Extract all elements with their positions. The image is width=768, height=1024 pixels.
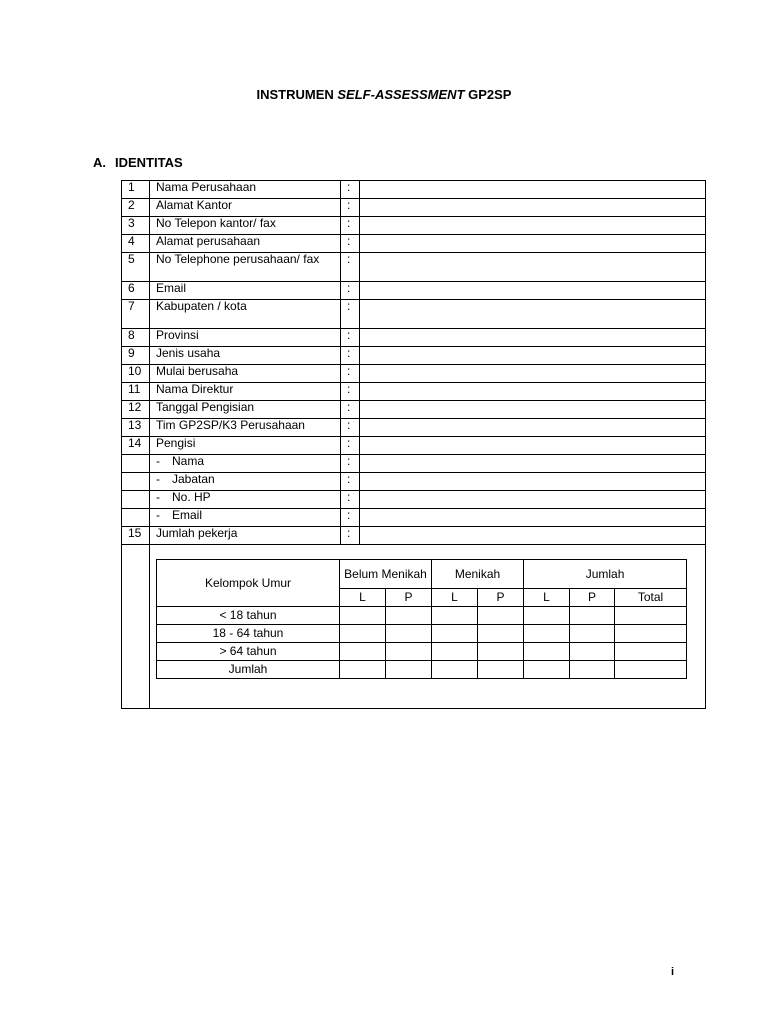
answer-field-tim-gp2sp[interactable]	[360, 419, 706, 437]
input-cell[interactable]	[386, 607, 432, 625]
section-heading	[93, 155, 183, 170]
input-cell[interactable]	[432, 661, 478, 679]
table-row	[122, 545, 706, 709]
row-colon: :	[341, 181, 360, 199]
input-cell[interactable]	[524, 625, 570, 643]
table-row	[122, 300, 706, 329]
row-colon: :	[341, 217, 360, 235]
section-label: IDENTITAS	[115, 155, 183, 170]
input-cell[interactable]	[478, 661, 524, 679]
row-label: Mulai berusaha	[150, 365, 341, 383]
input-cell[interactable]	[478, 607, 524, 625]
row-label: No Telepon kantor/ fax	[150, 217, 341, 235]
pengisi-label: Email	[172, 508, 203, 522]
answer-field-alamat-perusahaan[interactable]	[360, 235, 706, 253]
title-prefix: INSTRUMEN	[256, 87, 338, 102]
row-label: Nama Perusahaan	[150, 181, 341, 199]
table-row	[122, 527, 706, 545]
title-italic: SELF-ASSESSMENT	[337, 87, 465, 102]
header-jumlah: Jumlah	[524, 560, 687, 589]
input-cell[interactable]	[570, 643, 615, 661]
input-cell[interactable]	[386, 661, 432, 679]
row-number: 1	[122, 181, 150, 199]
table-row	[122, 217, 706, 235]
table-row	[157, 607, 687, 625]
row-number: 10	[122, 365, 150, 383]
answer-field-jumlah-pekerja[interactable]	[360, 527, 706, 545]
title-suffix: GP2SP	[464, 87, 512, 102]
input-cell[interactable]	[432, 625, 478, 643]
input-cell[interactable]	[524, 661, 570, 679]
document-title	[0, 87, 768, 102]
answer-field-nama-perusahaan[interactable]	[360, 181, 706, 199]
table-row	[122, 181, 706, 199]
input-cell[interactable]	[615, 625, 687, 643]
table-row	[122, 383, 706, 401]
row-colon: :	[341, 365, 360, 383]
table-row	[122, 347, 706, 365]
table-row	[122, 455, 706, 473]
table-row	[157, 643, 687, 661]
answer-field-tanggal-pengisian[interactable]	[360, 401, 706, 419]
list-dash: -	[156, 490, 160, 504]
input-cell[interactable]	[340, 661, 386, 679]
row-colon: :	[341, 383, 360, 401]
row-colon: :	[341, 419, 360, 437]
list-dash: -	[156, 472, 160, 486]
age-group-label: Jumlah	[157, 661, 340, 679]
row-label: Tim GP2SP/K3 Perusahaan	[150, 419, 341, 437]
table-row	[122, 235, 706, 253]
table-row	[122, 253, 706, 282]
table-row	[157, 661, 687, 679]
pengisi-label: Jabatan	[172, 472, 215, 486]
sub-header-l: L	[340, 589, 386, 607]
answer-field-pengisi[interactable]	[360, 437, 706, 455]
table-row	[122, 401, 706, 419]
row-number: 4	[122, 235, 150, 253]
pengisi-label: No. HP	[172, 490, 211, 504]
row-colon: :	[341, 329, 360, 347]
row-number: 8	[122, 329, 150, 347]
answer-field-telephone-perusahaan[interactable]	[360, 253, 706, 282]
list-dash: -	[156, 454, 160, 468]
sub-header-l: L	[524, 589, 570, 607]
table-row	[122, 473, 706, 491]
row-label: Nama Direktur	[150, 383, 341, 401]
header-menikah: Menikah	[432, 560, 524, 589]
pengisi-label: Nama	[172, 454, 205, 468]
input-cell[interactable]	[478, 643, 524, 661]
input-cell[interactable]	[340, 607, 386, 625]
row-colon: :	[341, 253, 360, 282]
row-label: Tanggal Pengisian	[150, 401, 341, 419]
row-label: Jenis usaha	[150, 347, 341, 365]
input-cell[interactable]	[340, 625, 386, 643]
row-label: Alamat Kantor	[150, 199, 341, 217]
row-label: Kabupaten / kota	[150, 300, 341, 329]
input-cell[interactable]	[432, 643, 478, 661]
table-row	[122, 282, 706, 300]
input-cell[interactable]	[432, 607, 478, 625]
row-colon: :	[341, 473, 360, 491]
age-group-label: 18 - 64 tahun	[157, 625, 340, 643]
input-cell[interactable]	[570, 607, 615, 625]
row-label: Provinsi	[150, 329, 341, 347]
sub-header-total: Total	[615, 589, 687, 607]
answer-field-alamat-kantor[interactable]	[360, 199, 706, 217]
answer-field-pengisi-email[interactable]	[360, 509, 706, 527]
row-colon: :	[341, 235, 360, 253]
table-row	[122, 365, 706, 383]
table-row	[157, 625, 687, 643]
row-number: 7	[122, 300, 150, 329]
pengisi-subrow-label	[150, 473, 341, 491]
workers-table	[156, 559, 687, 679]
row-number: 15	[122, 527, 150, 545]
row-label: Jumlah pekerja	[150, 527, 341, 545]
answer-field-pengisi-nama[interactable]	[360, 455, 706, 473]
row-number: 2	[122, 199, 150, 217]
header-kelompok-umur: Kelompok Umur	[157, 560, 340, 607]
row-colon: :	[341, 347, 360, 365]
answer-field-telepon-kantor[interactable]	[360, 217, 706, 235]
row-colon: :	[341, 527, 360, 545]
sub-header-l: L	[432, 589, 478, 607]
table-row	[122, 509, 706, 527]
table-row	[122, 437, 706, 455]
row-colon: :	[341, 437, 360, 455]
input-cell[interactable]	[615, 661, 687, 679]
row-number: 9	[122, 347, 150, 365]
row-colon: :	[341, 300, 360, 329]
row-label: Email	[150, 282, 341, 300]
answer-field-kabupaten-kota[interactable]	[360, 300, 706, 329]
row-number: 6	[122, 282, 150, 300]
answer-field-pengisi-jabatan[interactable]	[360, 473, 706, 491]
pengisi-subrow-label	[150, 509, 341, 527]
input-cell[interactable]	[570, 661, 615, 679]
row-label: No Telephone perusahaan/ fax	[150, 253, 341, 282]
row-colon: :	[341, 509, 360, 527]
identity-table	[121, 180, 706, 709]
answer-field-mulai-berusaha[interactable]	[360, 365, 706, 383]
input-cell[interactable]	[386, 625, 432, 643]
header-belum-menikah: Belum Menikah	[340, 560, 432, 589]
age-group-label: < 18 tahun	[157, 607, 340, 625]
input-cell[interactable]	[478, 625, 524, 643]
answer-field-nama-direktur[interactable]	[360, 383, 706, 401]
answer-field-email[interactable]	[360, 282, 706, 300]
pengisi-subrow-label	[150, 455, 341, 473]
table-row	[122, 199, 706, 217]
answer-field-pengisi-hp[interactable]	[360, 491, 706, 509]
table-row	[157, 560, 687, 589]
row-number: 5	[122, 253, 150, 282]
sub-header-p: P	[570, 589, 615, 607]
row-label: Pengisi	[150, 437, 341, 455]
sub-header-p: P	[386, 589, 432, 607]
row-number: 12	[122, 401, 150, 419]
answer-field-jenis-usaha[interactable]	[360, 347, 706, 365]
input-cell[interactable]	[386, 643, 432, 661]
input-cell[interactable]	[570, 625, 615, 643]
row-number: 13	[122, 419, 150, 437]
page-number: i	[671, 966, 675, 978]
input-cell[interactable]	[340, 643, 386, 661]
sub-header-p: P	[478, 589, 524, 607]
input-cell[interactable]	[615, 607, 687, 625]
section-number: A.	[93, 155, 106, 170]
row-number: 14	[122, 437, 150, 455]
row-colon: :	[341, 491, 360, 509]
input-cell[interactable]	[524, 607, 570, 625]
row-number: 3	[122, 217, 150, 235]
age-group-label: > 64 tahun	[157, 643, 340, 661]
row-colon: :	[341, 282, 360, 300]
input-cell[interactable]	[524, 643, 570, 661]
table-row	[122, 419, 706, 437]
input-cell[interactable]	[615, 643, 687, 661]
list-dash: -	[156, 508, 160, 522]
row-label: Alamat perusahaan	[150, 235, 341, 253]
row-number: 11	[122, 383, 150, 401]
table-row	[122, 329, 706, 347]
table-row	[122, 491, 706, 509]
row-colon: :	[341, 199, 360, 217]
answer-field-provinsi[interactable]	[360, 329, 706, 347]
row-colon: :	[341, 455, 360, 473]
row-colon: :	[341, 401, 360, 419]
pengisi-subrow-label	[150, 491, 341, 509]
